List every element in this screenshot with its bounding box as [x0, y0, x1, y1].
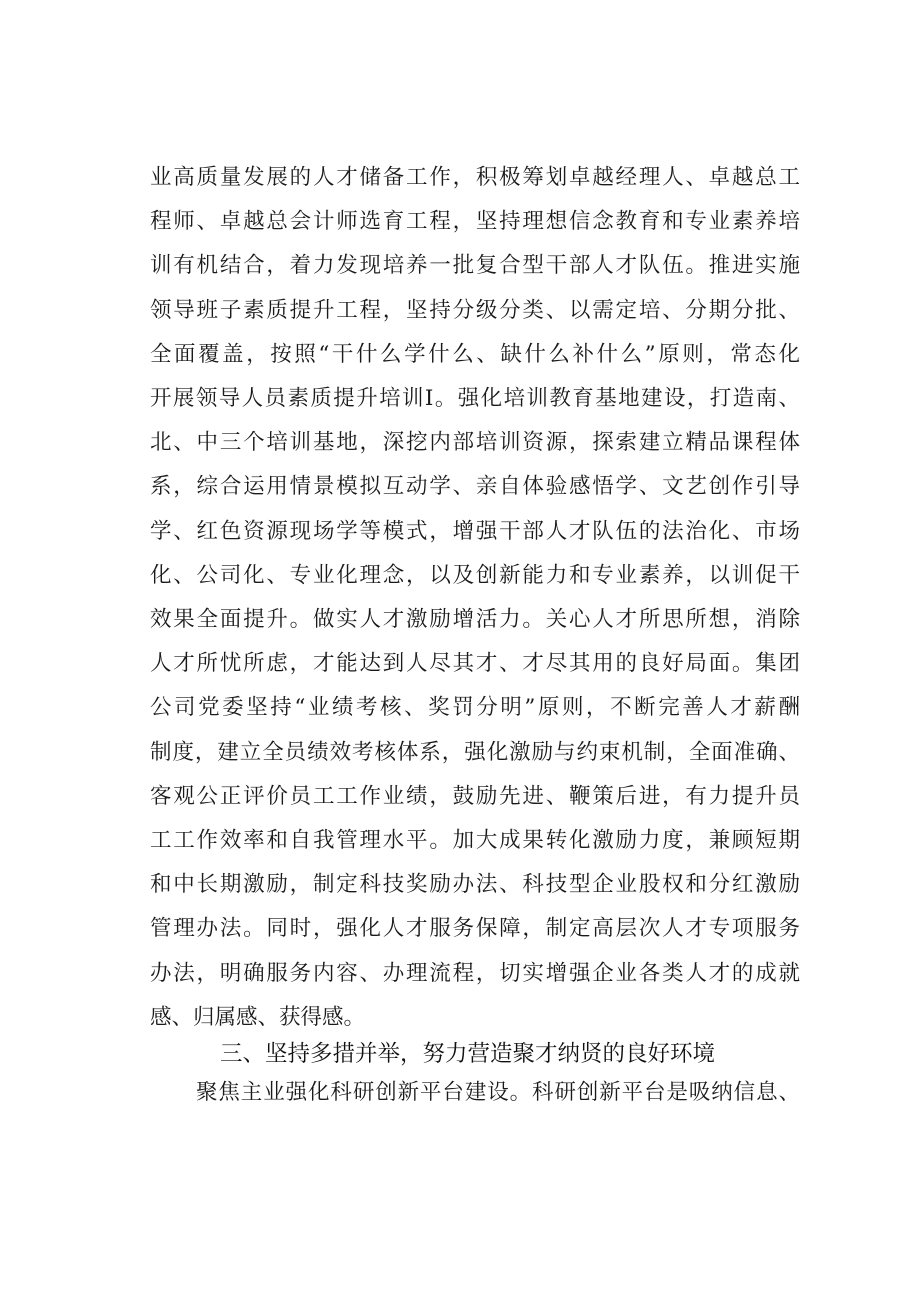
paragraph-line: 办法，明确服务内容、办理流程，切实增强企业各类人才的成就	[150, 960, 800, 986]
paragraph-line: 公司党委坚持“业绩考核、奖罚分明”原则，不断完善人才薪酬	[150, 695, 800, 721]
paragraph-line: 学、红色资源现场学等模式，增强干部人才队伍的法治化、市场	[150, 518, 800, 544]
paragraph-line: 系，综合运用情景模拟互动学、亲自体验感悟学、文艺创作引导	[150, 474, 800, 500]
paragraph-line: 制度，建立全员绩效考核体系，强化激励与约束机制，全面准确、	[150, 739, 800, 765]
paragraph-line: 工工作效率和自我管理水平。加大成果转化激励力度，兼顾短期	[150, 828, 800, 853]
paragraph-line: 开展领导人员素质提升培训I。强化培训教育基地建设，打造南、	[150, 386, 800, 411]
paragraph-line: 化、公司化、专业化理念，以及创新能力和专业素养，以训促干	[150, 562, 800, 588]
paragraph-line: 人才所忧所虑，才能达到人尽其才、才尽其用的良好局面。集团	[150, 651, 800, 677]
paragraph-line: 客观公正评价员工工作业绩，鼓励先进、鞭策后进，有力提升员	[150, 783, 800, 809]
paragraph-line: 业高质量发展的人才储备工作，积极筹划卓越经理人、卓越总工	[150, 165, 800, 190]
paragraph-line-last: 感、归属感、获得感。	[150, 1004, 366, 1030]
section-heading: 三、坚持多措并举，努力营造聚才纳贤的良好环境	[220, 1041, 716, 1067]
next-paragraph-first-line: 聚焦主业强化科研创新平台建设。科研创新平台是吸纳信息、	[196, 1080, 800, 1105]
paragraph-line: 效果全面提升。做实人才激励增活力。关心人才所思所想，消除	[150, 607, 800, 632]
paragraph-line: 管理办法。同时，强化人才服务保障，制定高层次人才专项服务	[150, 916, 800, 942]
paragraph-line: 北、中三个培训基地，深挖内部培训资源，探索建立精品课程体	[150, 430, 800, 456]
paragraph-line: 训有机结合，着力发现培养一批复合型干部人才队伍。推进实施	[150, 253, 800, 279]
paragraph-line: 和中长期激励，制定科技奖励办法、科技型企业股权和分红激励	[150, 872, 800, 898]
paragraph-line: 全面覆盖，按照“干什么学什么、缺什么补什么”原则，常态化	[150, 341, 800, 367]
paragraph-line: 程师、卓越总会计师选育工程，坚持理想信念教育和专业素养培	[150, 209, 800, 235]
paragraph-line: 领导班子素质提升工程，坚持分级分类、以需定培、分期分批、	[150, 297, 800, 323]
